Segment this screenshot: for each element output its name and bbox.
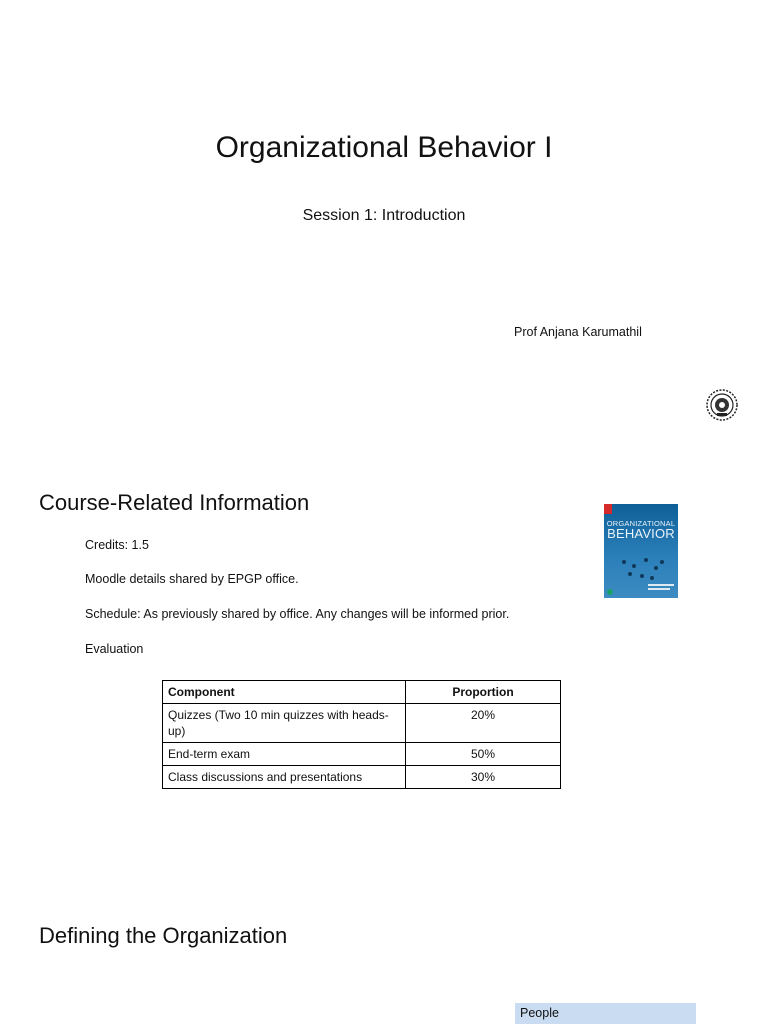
table-cell: 20%	[406, 704, 561, 743]
table-cell: 30%	[406, 766, 561, 789]
people-box: People	[515, 1003, 696, 1024]
defining-org-title: Defining the Organization	[39, 923, 288, 948]
evaluation-table	[162, 680, 561, 789]
book-title-line1: ORGANIZATIONAL	[606, 519, 676, 528]
evaluation-label: Evaluation	[85, 642, 144, 656]
slide1-title: Organizational Behavior I	[215, 131, 553, 164]
credits-text: Credits: 1.5	[85, 538, 149, 552]
slide1-subtitle: Session 1: Introduction	[302, 207, 466, 224]
table-row	[163, 766, 561, 789]
schedule-text: Schedule: As previously shared by office. Any changes will be informed prior.	[85, 607, 510, 621]
institute-seal-icon	[706, 389, 738, 421]
table-cell: Class discussions and presentations	[163, 766, 406, 789]
table-cell: End-term exam	[163, 743, 406, 766]
table-row	[163, 704, 561, 743]
course-info-title: Course-Related Information	[39, 490, 310, 515]
table-header-row	[163, 681, 561, 704]
header-component: Component	[163, 681, 406, 704]
book-title-line2: BEHAVIOR	[607, 526, 675, 541]
table-row	[163, 743, 561, 766]
textbook-cover-image	[604, 504, 678, 598]
table-cell: Quizzes (Two 10 min quizzes with heads-up)	[163, 704, 406, 743]
table-cell: 50%	[406, 743, 561, 766]
moodle-text: Moodle details shared by EPGP office.	[85, 572, 299, 586]
presenter-name: Prof Anjana Karumathil	[514, 325, 642, 339]
header-proportion: Proportion	[406, 681, 561, 704]
